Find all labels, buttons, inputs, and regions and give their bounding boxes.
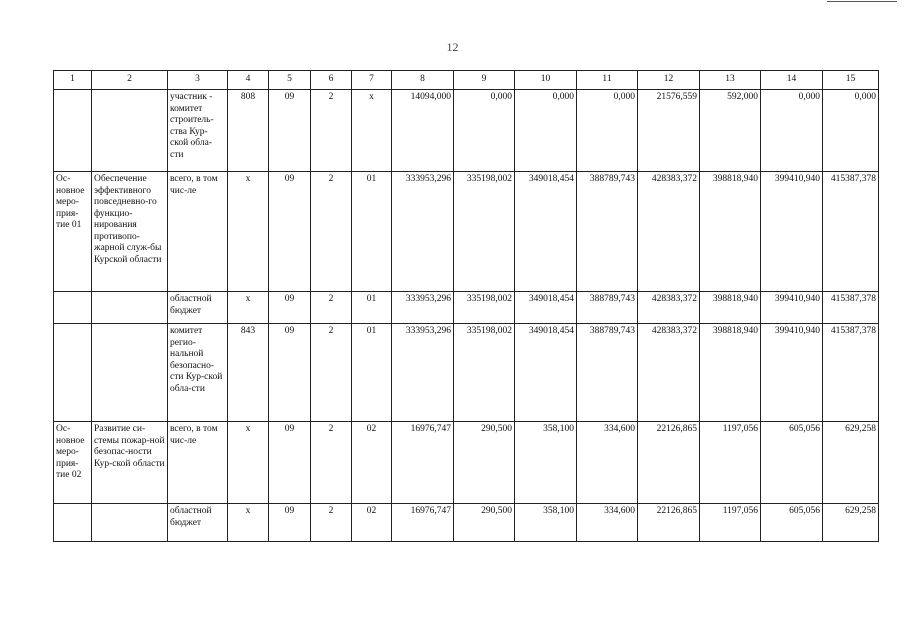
table-cell-col-4: 808 bbox=[228, 90, 269, 172]
column-header: 10 bbox=[515, 71, 577, 90]
column-header: 8 bbox=[392, 71, 454, 90]
table-cell-col-2: Обеспечение эффективного повседневно-го функцио-нирования противопо-жарной служ-бы Курской области bbox=[92, 172, 168, 292]
table-cell-col-3: всего, в том чис-ле bbox=[168, 422, 228, 504]
table-cell-col-6: 2 bbox=[311, 172, 352, 292]
table-cell-col-9: 290,500 bbox=[454, 422, 515, 504]
table-cell-col-14: 399410,940 bbox=[761, 324, 823, 422]
column-header: 4 bbox=[228, 71, 269, 90]
corner-rule bbox=[827, 1, 897, 2]
budget-table bbox=[53, 70, 879, 542]
table-cell-col-6: 2 bbox=[311, 292, 352, 324]
table-cell-col-9: 335198,002 bbox=[454, 292, 515, 324]
table-cell-col-12: 21576,559 bbox=[638, 90, 700, 172]
table-cell-col-10: 358,100 bbox=[515, 422, 577, 504]
table-cell-col-11: 334,600 bbox=[577, 504, 638, 542]
table-cell-col-15: 629,258 bbox=[823, 504, 879, 542]
column-header: 1 bbox=[54, 71, 92, 90]
table-cell-col-2 bbox=[92, 324, 168, 422]
table-cell-col-14: 0,000 bbox=[761, 90, 823, 172]
table-cell-col-14: 399410,940 bbox=[761, 172, 823, 292]
table-cell-col-7: 01 bbox=[352, 292, 392, 324]
column-header: 11 bbox=[577, 71, 638, 90]
table-row bbox=[54, 504, 879, 542]
table-cell-col-14: 399410,940 bbox=[761, 292, 823, 324]
table-cell-col-2 bbox=[92, 292, 168, 324]
table-cell-col-13: 592,000 bbox=[700, 90, 761, 172]
table-cell-col-14: 605,056 bbox=[761, 422, 823, 504]
column-header: 12 bbox=[638, 71, 700, 90]
table-cell-col-5: 09 bbox=[269, 504, 311, 542]
table-cell-col-4: х bbox=[228, 504, 269, 542]
table-cell-col-15: 415387,378 bbox=[823, 324, 879, 422]
table-cell-col-6: 2 bbox=[311, 324, 352, 422]
table-cell-col-9: 0,000 bbox=[454, 90, 515, 172]
table-cell-col-15: 415387,378 bbox=[823, 172, 879, 292]
table-row bbox=[54, 422, 879, 504]
table-cell-col-11: 388789,743 bbox=[577, 324, 638, 422]
table-cell-col-12: 22126,865 bbox=[638, 422, 700, 504]
table-cell-col-1 bbox=[54, 504, 92, 542]
table-cell-col-10: 349018,454 bbox=[515, 172, 577, 292]
table-cell-col-2 bbox=[92, 90, 168, 172]
column-header: 7 bbox=[352, 71, 392, 90]
table-cell-col-8: 333953,296 bbox=[392, 292, 454, 324]
table-cell-col-10: 349018,454 bbox=[515, 324, 577, 422]
table-cell-col-5: 09 bbox=[269, 324, 311, 422]
table-cell-col-15: 415387,378 bbox=[823, 292, 879, 324]
table-cell-col-11: 388789,743 bbox=[577, 292, 638, 324]
table-cell-col-1: Ос-новное меро-прия-тие 02 bbox=[54, 422, 92, 504]
table-cell-col-7: 02 bbox=[352, 422, 392, 504]
table-cell-col-6: 2 bbox=[311, 422, 352, 504]
table-cell-col-2 bbox=[92, 504, 168, 542]
table-cell-col-1 bbox=[54, 324, 92, 422]
table-cell-col-13: 1197,056 bbox=[700, 422, 761, 504]
table-cell-col-5: 09 bbox=[269, 90, 311, 172]
table-cell-col-11: 0,000 bbox=[577, 90, 638, 172]
column-header: 14 bbox=[761, 71, 823, 90]
column-header: 2 bbox=[92, 71, 168, 90]
table-cell-col-5: 09 bbox=[269, 292, 311, 324]
table-cell-col-12: 428383,372 bbox=[638, 292, 700, 324]
table-cell-col-15: 0,000 bbox=[823, 90, 879, 172]
table-cell-col-10: 349018,454 bbox=[515, 292, 577, 324]
column-header: 15 bbox=[823, 71, 879, 90]
column-header: 5 bbox=[269, 71, 311, 90]
table-cell-col-6: 2 bbox=[311, 90, 352, 172]
table-cell-col-13: 398818,940 bbox=[700, 324, 761, 422]
table-cell-col-5: 09 bbox=[269, 172, 311, 292]
header-row bbox=[54, 71, 879, 90]
table-cell-col-4: х bbox=[228, 422, 269, 504]
table-cell-col-8: 16976,747 bbox=[392, 504, 454, 542]
table-cell-col-3: областной бюджет bbox=[168, 292, 228, 324]
table-cell-col-7: х bbox=[352, 90, 392, 172]
table-cell-col-9: 335198,002 bbox=[454, 172, 515, 292]
table-cell-col-7: 01 bbox=[352, 172, 392, 292]
table-cell-col-3: участник - комитет строитель-ства Кур-ской обла-сти bbox=[168, 90, 228, 172]
table-cell-col-3: областной бюджет bbox=[168, 504, 228, 542]
table-cell-col-4: 843 bbox=[228, 324, 269, 422]
table-cell-col-7: 01 bbox=[352, 324, 392, 422]
table-cell-col-10: 0,000 bbox=[515, 90, 577, 172]
table-cell-col-11: 334,600 bbox=[577, 422, 638, 504]
table-cell-col-3: комитет регио-нальной безопасно-сти Кур-ской обла-сти bbox=[168, 324, 228, 422]
table-cell-col-12: 428383,372 bbox=[638, 172, 700, 292]
table-cell-col-6: 2 bbox=[311, 504, 352, 542]
table-row bbox=[54, 292, 879, 324]
table-cell-col-1 bbox=[54, 292, 92, 324]
table-cell-col-1 bbox=[54, 90, 92, 172]
table-cell-col-8: 14094,000 bbox=[392, 90, 454, 172]
table-cell-col-8: 333953,296 bbox=[392, 172, 454, 292]
table-cell-col-9: 290,500 bbox=[454, 504, 515, 542]
table-cell-col-1: Ос-новное меро-прия-тие 01 bbox=[54, 172, 92, 292]
column-header: 9 bbox=[454, 71, 515, 90]
table-cell-col-14: 605,056 bbox=[761, 504, 823, 542]
page-number: 12 bbox=[446, 40, 459, 54]
table-cell-col-5: 09 bbox=[269, 422, 311, 504]
table-row bbox=[54, 172, 879, 292]
table-cell-col-12: 428383,372 bbox=[638, 324, 700, 422]
table-cell-col-13: 1197,056 bbox=[700, 504, 761, 542]
table-row bbox=[54, 324, 879, 422]
table-cell-col-4: х bbox=[228, 292, 269, 324]
table-cell-col-8: 16976,747 bbox=[392, 422, 454, 504]
table-cell-col-4: х bbox=[228, 172, 269, 292]
table-cell-col-13: 398818,940 bbox=[700, 292, 761, 324]
table-cell-col-2: Развитие си-стемы пожар-ной безопас-ности Кур-ской области bbox=[92, 422, 168, 504]
table-cell-col-7: 02 bbox=[352, 504, 392, 542]
table-cell-col-8: 333953,296 bbox=[392, 324, 454, 422]
table-cell-col-15: 629,258 bbox=[823, 422, 879, 504]
column-header: 6 bbox=[311, 71, 352, 90]
table-cell-col-11: 388789,743 bbox=[577, 172, 638, 292]
table-cell-col-12: 22126,865 bbox=[638, 504, 700, 542]
table-cell-col-13: 398818,940 bbox=[700, 172, 761, 292]
table-cell-col-10: 358,100 bbox=[515, 504, 577, 542]
column-header: 3 bbox=[168, 71, 228, 90]
table-cell-col-3: всего, в том чис-ле bbox=[168, 172, 228, 292]
column-header: 13 bbox=[700, 71, 761, 90]
table-cell-col-9: 335198,002 bbox=[454, 324, 515, 422]
table-row bbox=[54, 90, 879, 172]
